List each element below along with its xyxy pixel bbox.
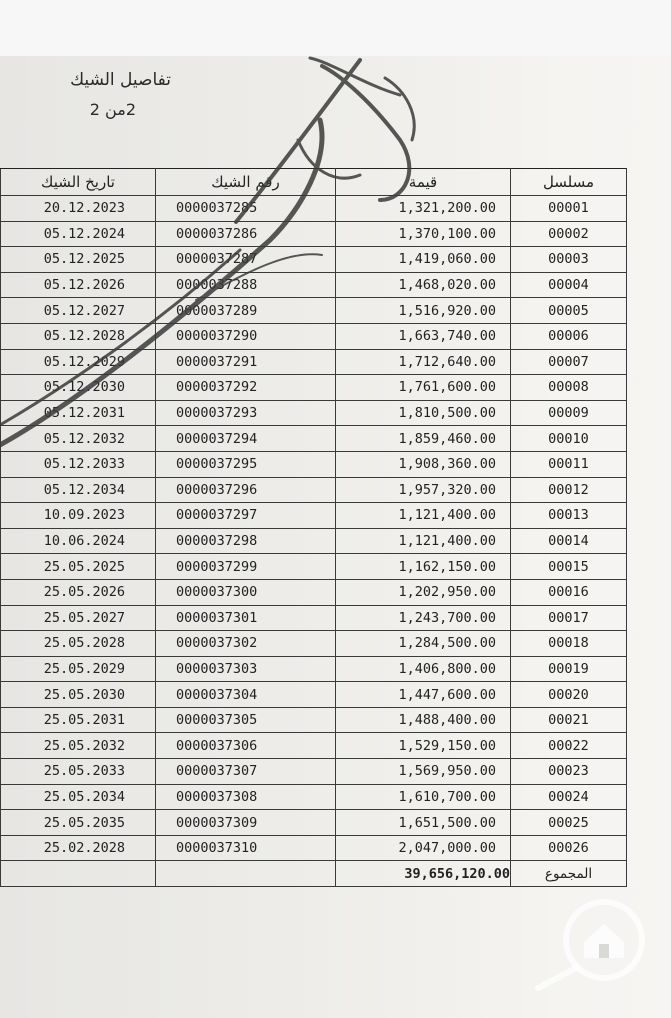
cell-check-number: 0000037288 xyxy=(156,272,336,298)
table-row xyxy=(1,835,627,861)
cell-date: 10.09.2023 xyxy=(1,503,156,529)
cell-serial: 00026 xyxy=(511,835,627,861)
cell-value: 1,663,740.00 xyxy=(336,323,511,349)
cell-date: 05.12.2032 xyxy=(1,426,156,452)
table-row xyxy=(1,272,627,298)
table-row xyxy=(1,349,627,375)
cell-date: 10.06.2024 xyxy=(1,528,156,554)
total-row xyxy=(1,861,627,887)
cell-check-number: 0000037302 xyxy=(156,631,336,657)
cell-check-number: 0000037309 xyxy=(156,810,336,836)
cell-serial: 00004 xyxy=(511,272,627,298)
cell-date: 25.05.2029 xyxy=(1,656,156,682)
cell-value: 1,529,150.00 xyxy=(336,733,511,759)
cell-serial: 00007 xyxy=(511,349,627,375)
cell-date: 25.05.2034 xyxy=(1,784,156,810)
cell-date: 05.12.2024 xyxy=(1,221,156,247)
cell-check-number: 0000037287 xyxy=(156,247,336,273)
cell-serial: 00012 xyxy=(511,477,627,503)
total-value: 39,656,120.00 xyxy=(336,861,511,887)
table-row xyxy=(1,784,627,810)
cell-date: 25.05.2027 xyxy=(1,605,156,631)
cell-check-number: 0000037290 xyxy=(156,323,336,349)
cell-check-number: 0000037289 xyxy=(156,298,336,324)
checks-table xyxy=(0,168,627,887)
cell-check-number: 0000037310 xyxy=(156,835,336,861)
cell-value: 1,419,060.00 xyxy=(336,247,511,273)
cell-value: 1,284,500.00 xyxy=(336,631,511,657)
home-search-watermark-icon xyxy=(524,892,654,992)
cell-date: 05.12.2031 xyxy=(1,400,156,426)
cell-date: 05.12.2027 xyxy=(1,298,156,324)
table-row xyxy=(1,323,627,349)
page-number: 2من 2 xyxy=(89,100,136,119)
cell-value: 1,468,020.00 xyxy=(336,272,511,298)
cell-value: 2,047,000.00 xyxy=(336,835,511,861)
cell-date: 25.05.2025 xyxy=(1,554,156,580)
table-row xyxy=(1,221,627,247)
cell-value: 1,908,360.00 xyxy=(336,451,511,477)
column-header-check-number: رقم الشيك xyxy=(156,169,336,196)
cell-value: 1,569,950.00 xyxy=(336,759,511,785)
cell-check-number: 0000037305 xyxy=(156,707,336,733)
total-spacer xyxy=(1,861,156,887)
table-header-row xyxy=(1,169,627,196)
cell-value: 1,859,460.00 xyxy=(336,426,511,452)
table-body xyxy=(1,196,627,861)
total-spacer xyxy=(156,861,336,887)
table-row xyxy=(1,451,627,477)
cell-serial: 00009 xyxy=(511,400,627,426)
table-row xyxy=(1,375,627,401)
cell-value: 1,243,700.00 xyxy=(336,605,511,631)
table-row xyxy=(1,196,627,222)
cell-value: 1,447,600.00 xyxy=(336,682,511,708)
table-row xyxy=(1,528,627,554)
cell-check-number: 0000037303 xyxy=(156,656,336,682)
cell-check-number: 0000037286 xyxy=(156,221,336,247)
cell-value: 1,810,500.00 xyxy=(336,400,511,426)
table-row xyxy=(1,733,627,759)
cell-check-number: 0000037299 xyxy=(156,554,336,580)
cell-serial: 00025 xyxy=(511,810,627,836)
cell-date: 25.05.2028 xyxy=(1,631,156,657)
cell-serial: 00015 xyxy=(511,554,627,580)
cell-serial: 00002 xyxy=(511,221,627,247)
table-row xyxy=(1,503,627,529)
cell-date: 05.12.2034 xyxy=(1,477,156,503)
cell-serial: 00014 xyxy=(511,528,627,554)
cell-check-number: 0000037306 xyxy=(156,733,336,759)
cell-date: 05.12.2033 xyxy=(1,451,156,477)
cell-check-number: 0000037298 xyxy=(156,528,336,554)
cell-serial: 00023 xyxy=(511,759,627,785)
cell-serial: 00013 xyxy=(511,503,627,529)
cell-date: 25.05.2026 xyxy=(1,579,156,605)
column-header-date: تاريخ الشيك xyxy=(1,169,156,196)
cell-serial: 00024 xyxy=(511,784,627,810)
cell-serial: 00020 xyxy=(511,682,627,708)
table-row xyxy=(1,426,627,452)
cell-serial: 00011 xyxy=(511,451,627,477)
cell-serial: 00010 xyxy=(511,426,627,452)
cell-date: 25.05.2030 xyxy=(1,682,156,708)
cell-check-number: 0000037285 xyxy=(156,196,336,222)
cell-value: 1,121,400.00 xyxy=(336,528,511,554)
cell-serial: 00006 xyxy=(511,323,627,349)
cell-date: 25.05.2033 xyxy=(1,759,156,785)
cell-serial: 00005 xyxy=(511,298,627,324)
cell-value: 1,202,950.00 xyxy=(336,579,511,605)
cell-serial: 00018 xyxy=(511,631,627,657)
cell-date: 05.12.2029 xyxy=(1,349,156,375)
document-title: تفاصيل الشيك xyxy=(70,70,171,90)
table-row xyxy=(1,298,627,324)
cell-check-number: 0000037307 xyxy=(156,759,336,785)
cell-serial: 00003 xyxy=(511,247,627,273)
cell-check-number: 0000037296 xyxy=(156,477,336,503)
column-header-value: قيمة xyxy=(336,169,511,196)
cell-check-number: 0000037297 xyxy=(156,503,336,529)
table-row xyxy=(1,707,627,733)
column-header-serial: مسلسل xyxy=(511,169,627,196)
cell-value: 1,488,400.00 xyxy=(336,707,511,733)
cell-serial: 00021 xyxy=(511,707,627,733)
cell-check-number: 0000037293 xyxy=(156,400,336,426)
cell-date: 05.12.2026 xyxy=(1,272,156,298)
cell-date: 25.02.2028 xyxy=(1,835,156,861)
cell-serial: 00008 xyxy=(511,375,627,401)
cell-date: 20.12.2023 xyxy=(1,196,156,222)
cell-check-number: 0000037291 xyxy=(156,349,336,375)
cell-date: 25.05.2035 xyxy=(1,810,156,836)
cell-check-number: 0000037292 xyxy=(156,375,336,401)
cell-serial: 00016 xyxy=(511,579,627,605)
table-row xyxy=(1,247,627,273)
cell-serial: 00022 xyxy=(511,733,627,759)
cell-check-number: 0000037301 xyxy=(156,605,336,631)
cell-value: 1,712,640.00 xyxy=(336,349,511,375)
cell-check-number: 0000037304 xyxy=(156,682,336,708)
cell-value: 1,406,800.00 xyxy=(336,656,511,682)
top-bar xyxy=(0,0,671,56)
cell-check-number: 0000037308 xyxy=(156,784,336,810)
table-row xyxy=(1,554,627,580)
table-row xyxy=(1,631,627,657)
cell-date: 25.05.2032 xyxy=(1,733,156,759)
cell-check-number: 0000037295 xyxy=(156,451,336,477)
cell-serial: 00019 xyxy=(511,656,627,682)
cell-date: 25.05.2031 xyxy=(1,707,156,733)
cell-value: 1,651,500.00 xyxy=(336,810,511,836)
cell-value: 1,162,150.00 xyxy=(336,554,511,580)
table-row xyxy=(1,759,627,785)
cell-check-number: 0000037300 xyxy=(156,579,336,605)
cell-date: 05.12.2025 xyxy=(1,247,156,273)
table-row xyxy=(1,605,627,631)
cell-date: 05.12.2028 xyxy=(1,323,156,349)
total-label: المجموع xyxy=(511,861,627,887)
cell-value: 1,370,100.00 xyxy=(336,221,511,247)
cell-value: 1,957,320.00 xyxy=(336,477,511,503)
cell-serial: 00001 xyxy=(511,196,627,222)
cell-date: 05.12.2030 xyxy=(1,375,156,401)
cell-value: 1,516,920.00 xyxy=(336,298,511,324)
table-row xyxy=(1,477,627,503)
cell-value: 1,121,400.00 xyxy=(336,503,511,529)
table-row xyxy=(1,656,627,682)
cell-value: 1,321,200.00 xyxy=(336,196,511,222)
cell-value: 1,610,700.00 xyxy=(336,784,511,810)
table-row xyxy=(1,810,627,836)
table-row xyxy=(1,579,627,605)
cell-value: 1,761,600.00 xyxy=(336,375,511,401)
cell-serial: 00017 xyxy=(511,605,627,631)
cell-check-number: 0000037294 xyxy=(156,426,336,452)
table-row xyxy=(1,400,627,426)
table-row xyxy=(1,682,627,708)
